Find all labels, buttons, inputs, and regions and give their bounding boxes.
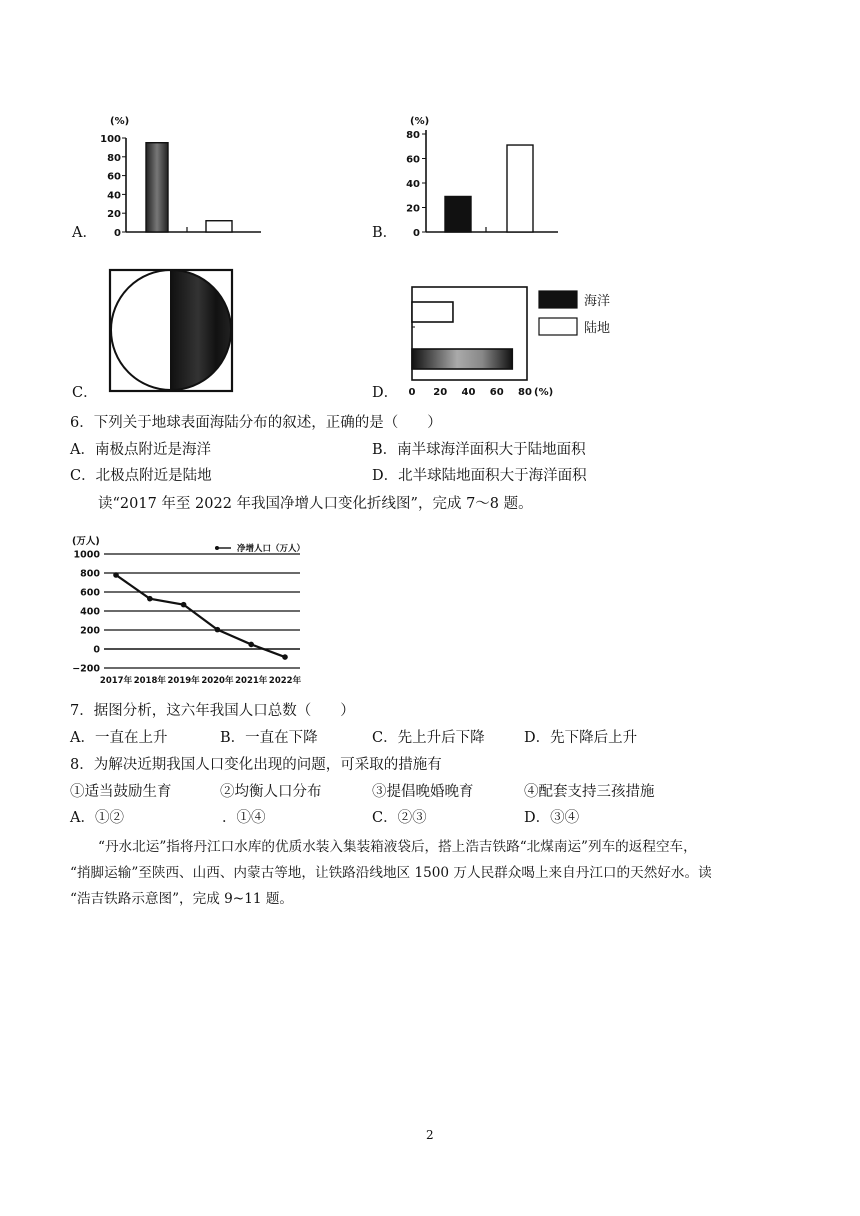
chart-y-tick-label: 400: [80, 606, 100, 618]
passage-line-1: “丹水北运”指将丹江口水库的优质水装入集装箱液袋后，搭上浩吉铁路“北煤南运”列车的返程空车，: [98, 839, 697, 855]
chart-x-tick-label: 2019年: [167, 676, 200, 686]
q6-option-d[interactable]: D．北半球陆地面积大于海洋面积: [372, 468, 587, 484]
q8-item-1: ①适当鼓励生育: [70, 784, 172, 800]
option-a-tick-label: 80: [107, 152, 121, 164]
q8-item-2: ②均衡人口分布: [220, 784, 322, 800]
option-a-tick-label: 40: [107, 190, 121, 202]
series-point: [147, 596, 153, 602]
option-b-tick-label: 20: [406, 203, 420, 215]
net-population-line-chart: [66, 530, 316, 690]
passage-line-2: “捎脚运输”至陕西、山西、内蒙古等地，让铁路沿线地区 1500 万人民群众喝上来自丹江口的天然好水。读: [70, 865, 712, 881]
option-b-bar-ocean: [445, 196, 471, 232]
option-d-legend-land: 陆地: [584, 321, 611, 336]
chart-y-tick-label: 0: [93, 644, 100, 656]
series-line-net-population: [116, 575, 285, 657]
option-d-tick-label: 0: [408, 387, 416, 398]
option-d-letter: D．: [372, 385, 399, 401]
option-d-tick-label: 80: [518, 387, 532, 398]
chart-x-tick-label: 2021年: [235, 676, 268, 686]
option-a-unit: (%): [110, 116, 130, 127]
q8-option-c[interactable]: C．②③: [372, 810, 427, 826]
option-b-unit: (%): [410, 116, 430, 127]
q8-stem: 8．为解决近期我国人口变化出现的问题，可采取的措施有: [70, 757, 442, 773]
chart-y-tick-label: 800: [80, 568, 100, 580]
option-c-pie-chart: [108, 268, 236, 394]
option-a-tick-label: 100: [100, 134, 121, 145]
chart-x-tick-label: 2022年: [268, 676, 302, 686]
option-d-legend-ocean: 海洋: [584, 294, 611, 309]
q7-option-d[interactable]: D．先下降后上升: [524, 730, 638, 746]
option-b-bar-chart: [398, 110, 568, 240]
option-b-bar-land: [507, 145, 533, 232]
option-a-bar-chart: [96, 112, 266, 242]
q8-item-3: ③提倡晚婚晚育: [372, 784, 474, 800]
option-b-letter: B．: [372, 225, 398, 241]
q7-option-b[interactable]: B．一直在下降: [220, 730, 318, 746]
q8-item-4: ④配套支持三孩措施: [524, 784, 655, 800]
series-point: [215, 627, 221, 633]
option-d-bar-land: [412, 302, 453, 322]
series-point: [248, 642, 254, 648]
chart-legend-series: 净增人口（万人）: [237, 544, 306, 554]
option-d-legend-swatch-ocean: [539, 291, 577, 308]
q8-option-b[interactable]: ．①④: [222, 810, 266, 826]
chart-y-tick-label: 1000: [73, 549, 100, 561]
q7-stem: 7．据图分析，这六年我国人口总数（ ）: [70, 703, 355, 719]
option-a-tick-label: 0: [114, 228, 121, 239]
q6-option-b[interactable]: B．南半球海洋面积大于陆地面积: [372, 442, 586, 458]
page-number: 2: [426, 1128, 434, 1142]
option-b-tick-label: 0: [413, 228, 420, 239]
option-b-tick-label: 40: [406, 179, 420, 190]
option-b-tick-label: 60: [406, 154, 420, 166]
option-a-letter: A．: [72, 225, 97, 241]
q8-option-a[interactable]: A．①②: [70, 810, 124, 826]
option-d-tick-label: 20: [433, 387, 448, 398]
chart-x-tick-label: 2020年: [201, 676, 234, 686]
chart-y-tick-label: 200: [80, 625, 100, 637]
series-point: [282, 654, 288, 660]
chart-x-tick-label: 2018年: [133, 676, 166, 686]
option-d-horizontal-bar-chart: [404, 282, 644, 400]
option-d-legend-swatch-land: [539, 318, 577, 335]
q6-option-c[interactable]: C．北极点附近是陆地: [70, 468, 212, 484]
q7-option-c[interactable]: C．先上升后下降: [372, 730, 485, 746]
series-point: [113, 572, 119, 578]
option-a-bar-ocean: [146, 143, 168, 232]
q7-option-a[interactable]: A．一直在上升: [70, 730, 168, 746]
chart-x-tick-label: 2017年: [99, 676, 133, 686]
option-c-letter: C．: [72, 385, 98, 401]
option-a-tick-label: 20: [107, 209, 121, 221]
option-a-tick-label: 60: [107, 171, 121, 183]
option-a-bar-land: [206, 221, 232, 232]
series-point: [181, 602, 187, 608]
q6-option-a[interactable]: A．南极点附近是海洋: [70, 442, 211, 458]
chart-y-tick-label: 600: [80, 587, 100, 599]
option-d-bar-ocean: [412, 349, 512, 369]
intro-7-8: 读“2017 年至 2022 年我国净增人口变化折线图”，完成 7～8 题。: [98, 496, 533, 512]
q6-stem: 6．下列关于地球表面海陆分布的叙述，正确的是（ ）: [70, 415, 442, 431]
option-d-tick-label: 40: [461, 387, 476, 398]
q8-option-d[interactable]: D．③④: [524, 810, 580, 826]
q5-options: [0, 0, 860, 410]
option-d-tick-label: 60: [489, 387, 504, 398]
option-b-tick-label: 80: [406, 130, 420, 141]
chart-y-tick-label: −200: [72, 663, 100, 675]
chart-ylabel: (万人): [72, 536, 100, 547]
passage-line-3: “浩吉铁路示意图”，完成 9~11 题。: [70, 891, 294, 907]
option-d-unit: (%): [534, 387, 554, 398]
